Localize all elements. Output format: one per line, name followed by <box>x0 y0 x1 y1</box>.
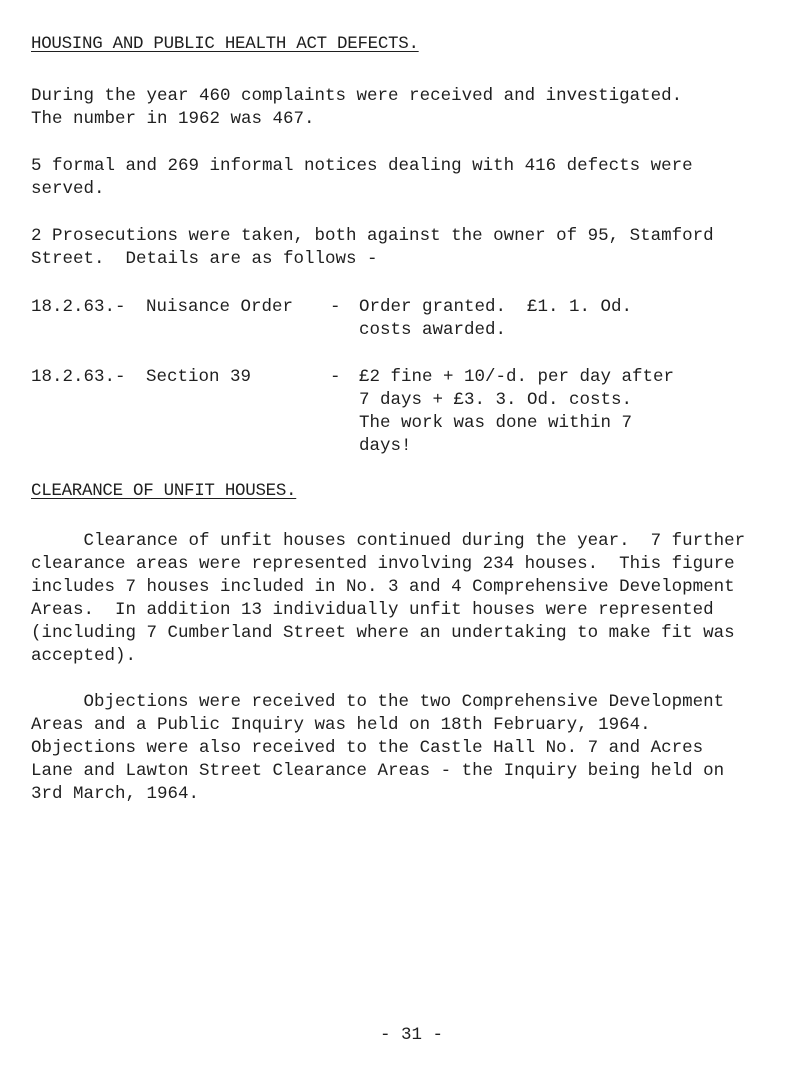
section-heading-clearance: CLEARANCE OF UNFIT HOUSES. <box>31 481 297 501</box>
text-line: The number in 1962 was 467. <box>31 109 315 129</box>
text-line: Areas. In addition 13 individually unfit houses were represented <box>31 600 714 620</box>
separator-dash: - <box>330 367 341 387</box>
paragraph-notices <box>31 155 776 201</box>
paragraph-prosecutions <box>31 225 776 271</box>
paragraph-clearance <box>31 530 776 668</box>
separator-dash: - <box>330 297 341 317</box>
separator-dash: - <box>115 297 126 317</box>
prosecution-detail <box>359 366 779 458</box>
page-number: - 31 - <box>380 1025 444 1045</box>
detail-line: Order granted. £1. 1. Od. <box>359 297 633 317</box>
text-line: Areas and a Public Inquiry was held on 18th February, 1964. <box>31 715 651 735</box>
separator-dash: - <box>115 367 126 387</box>
text-line: (including 7 Cumberland Street where an undertaking to make fit was <box>31 623 735 643</box>
detail-line: The work was done within 7 <box>359 413 633 433</box>
text-line: includes 7 houses included in No. 3 and 4 Comprehensive Development <box>31 577 735 597</box>
detail-line: 7 days + £3. 3. Od. costs. <box>359 390 633 410</box>
text-line: served. <box>31 179 105 199</box>
text-line: Objections were also received to the Castle Hall No. 7 and Acres <box>31 738 704 758</box>
prosecution-date: 18.2.63. <box>31 367 116 387</box>
paragraph-objections <box>31 691 776 806</box>
prosecution-type: Section 39 <box>146 367 252 387</box>
text-line: 5 formal and 269 informal notices dealing with 416 defects were <box>31 156 693 176</box>
section-heading-housing-defects: HOUSING AND PUBLIC HEALTH ACT DEFECTS. <box>31 34 419 54</box>
text-line: Objections were received to the two Comprehensive Development <box>31 692 725 712</box>
text-line: 3rd March, 1964. <box>31 784 200 804</box>
prosecution-detail <box>359 296 779 342</box>
detail-line: £2 fine + 10/-d. per day after <box>359 367 675 387</box>
text-line: During the year 460 complaints were received and investigated. <box>31 86 683 106</box>
text-line: 2 Prosecutions were taken, both against the owner of 95, Stamford <box>31 226 714 246</box>
detail-line: costs awarded. <box>359 320 507 340</box>
text-line: Clearance of unfit houses continued during the year. 7 further <box>31 531 746 551</box>
text-line: Lane and Lawton Street Clearance Areas - the Inquiry being held on <box>31 761 725 781</box>
prosecution-type: Nuisance Order <box>146 297 294 317</box>
text-line: clearance areas were represented involving 234 houses. This figure <box>31 554 735 574</box>
prosecution-date: 18.2.63. <box>31 297 116 317</box>
text-line: accepted). <box>31 646 137 666</box>
paragraph-complaints <box>31 85 776 131</box>
detail-line: days! <box>359 436 412 456</box>
text-line: Street. Details are as follows - <box>31 249 378 269</box>
